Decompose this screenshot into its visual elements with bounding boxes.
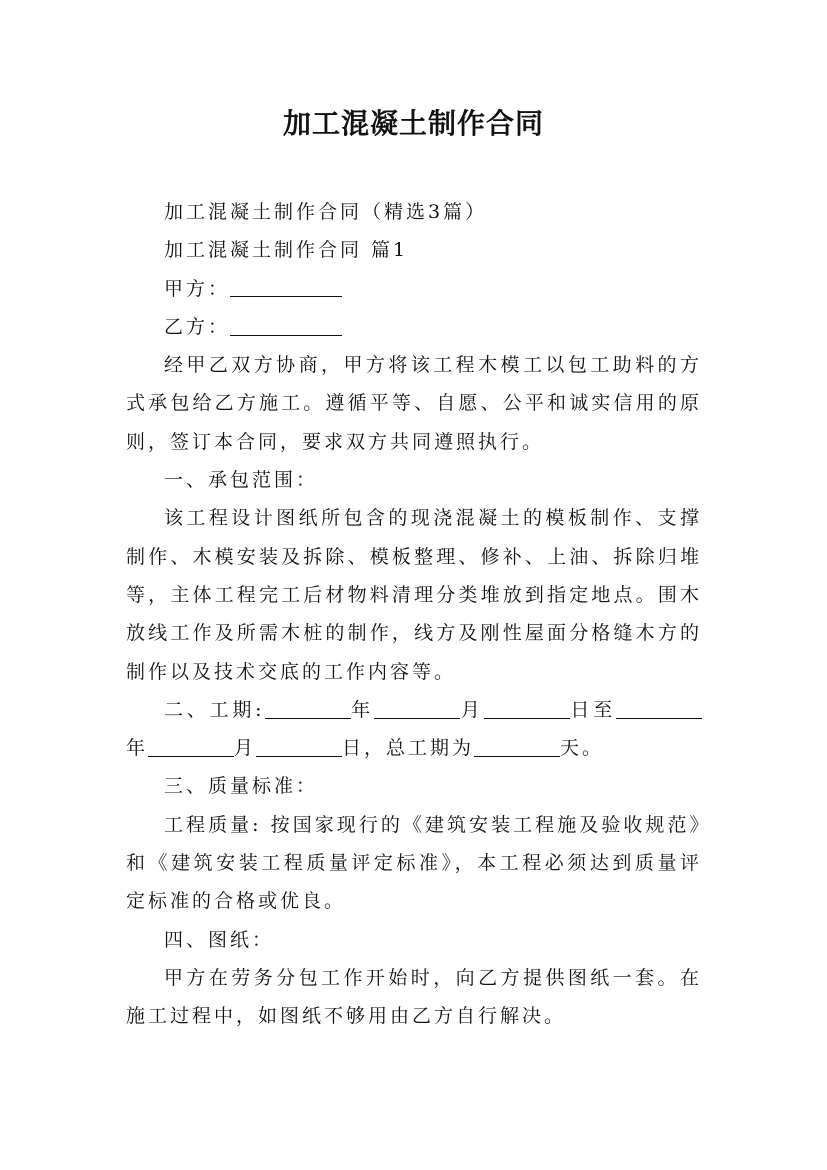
party-b-label: 乙方：: [164, 315, 231, 338]
end-year-unit: 年: [126, 737, 149, 760]
start-year-blank: [265, 699, 351, 719]
start-month-blank: [374, 699, 460, 719]
clause-3-body: 工程质量: 按国家现行的《建筑安装工程施及验收规范》和《建筑安装工程质量评定标准》，本工程必须达到质量评定标准的合格或优良。: [126, 813, 702, 913]
clause-4-heading: 四、图纸：: [164, 928, 275, 951]
document-body: [126, 193, 702, 1036]
start-year-unit: 年: [350, 698, 375, 721]
end-year-blank: [616, 699, 702, 719]
clause-4-body: 甲方在劳务分包工作开始时，向乙方提供图纸一套。在施工过程中，如图纸不够用由乙方自行解决。: [126, 966, 702, 1028]
clause-3-heading: 三、质量标准：: [164, 775, 319, 798]
end-month-blank: [148, 737, 234, 757]
start-month-unit: 月: [460, 698, 484, 721]
start-day-blank: [484, 699, 570, 719]
end-month-unit: 月: [234, 737, 257, 760]
clause-2-schedule: [126, 691, 702, 768]
clause-1-body: 该工程设计图纸所包含的现浇混凝土的模板制作、支撑制作、木模安装及拆除、模板整理、修补、上油、拆除归堆等，主体工程完工后材物料清理分类堆放到指定地点。围木放线工作及所需木桩的制作，线方及刚性屋面分格缝木方的制作以及技术交底的工作内容等。: [126, 507, 702, 683]
party-a-blank: [230, 277, 342, 297]
clause-2-label: 二、工期:: [164, 698, 265, 721]
day-to-text: 日至: [569, 698, 616, 721]
agreement-paragraph: 经甲乙双方协商，甲方将该工程木模工以包工助料的方式承包给乙方施工。遵循平等、自愿、公平和诚实信用的原则，签订本合同，要求双方共同遵照执行。: [126, 354, 702, 453]
section-heading: 加工混凝土制作合同 篇1: [164, 239, 409, 262]
clause-1-heading: 一、承包范围：: [164, 469, 319, 492]
party-a-label: 甲方：: [164, 277, 231, 300]
intro-line: 加工混凝土制作合同（精选3篇）: [164, 201, 488, 223]
end-day-blank: [256, 737, 342, 757]
total-days-blank: [474, 737, 560, 757]
party-a-line: [126, 270, 702, 308]
total-period-text: 日，总工期为: [342, 737, 475, 760]
document-title: 加工混凝土制作合同: [282, 107, 544, 140]
party-b-blank: [230, 316, 342, 336]
days-unit: 天。: [560, 737, 605, 760]
party-b-line: [126, 308, 702, 346]
